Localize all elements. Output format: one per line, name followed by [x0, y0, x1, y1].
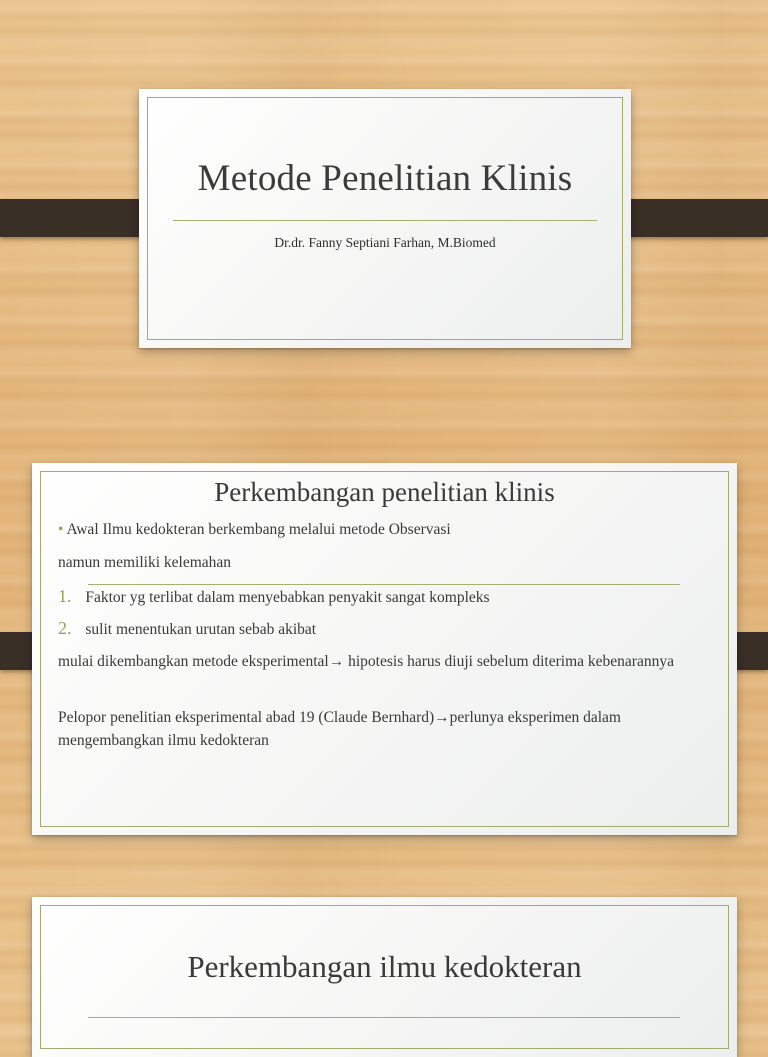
slide-frame	[147, 97, 623, 340]
numbered-item	[58, 586, 490, 607]
item-text: Faktor yg terlibat dalam menyebabkan penyakit sangat kompleks	[85, 589, 490, 606]
bullet-text: Awal Ilmu kedokteran berkembang melalui metode Observasi	[66, 521, 451, 538]
intro-line: namun memiliki kelemahan	[58, 554, 232, 571]
strap-left-1	[0, 199, 155, 237]
section-slide[interactable]	[32, 897, 737, 1057]
item-number: 2.	[58, 618, 72, 638]
author-subtitle: Dr.dr. Fanny Septiani Farhan, M.Biomed	[274, 235, 496, 250]
slide-title: Perkembangan penelitian klinis	[214, 477, 555, 507]
bullet-icon: •	[58, 521, 64, 538]
bullet-item	[58, 521, 451, 539]
title-divider	[173, 220, 597, 221]
title-slide[interactable]	[139, 89, 631, 348]
slide-title: Perkembangan ilmu kedokteran	[187, 949, 582, 984]
content-divider	[88, 584, 680, 585]
content-slide[interactable]	[32, 463, 737, 835]
slide-title: Metode Penelitian Klinis	[197, 158, 573, 199]
strap-right-1	[613, 199, 768, 237]
title-divider	[88, 1017, 680, 1018]
numbered-item	[58, 618, 316, 639]
paragraph-pioneer: Pelopor penelitian eksperimental abad 19 (Claude Bernhard)→perlunya eksperimen dalam mengembangkan ilmu kedokteran	[58, 709, 621, 749]
item-text: sulit menentukan urutan sebab akibat	[85, 621, 317, 638]
paragraph-experimental: mulai dikembangkan metode eksperimental→ hipotesis harus diuji sebelum diterima kebenarannya	[58, 653, 674, 670]
item-number: 1.	[58, 586, 72, 606]
